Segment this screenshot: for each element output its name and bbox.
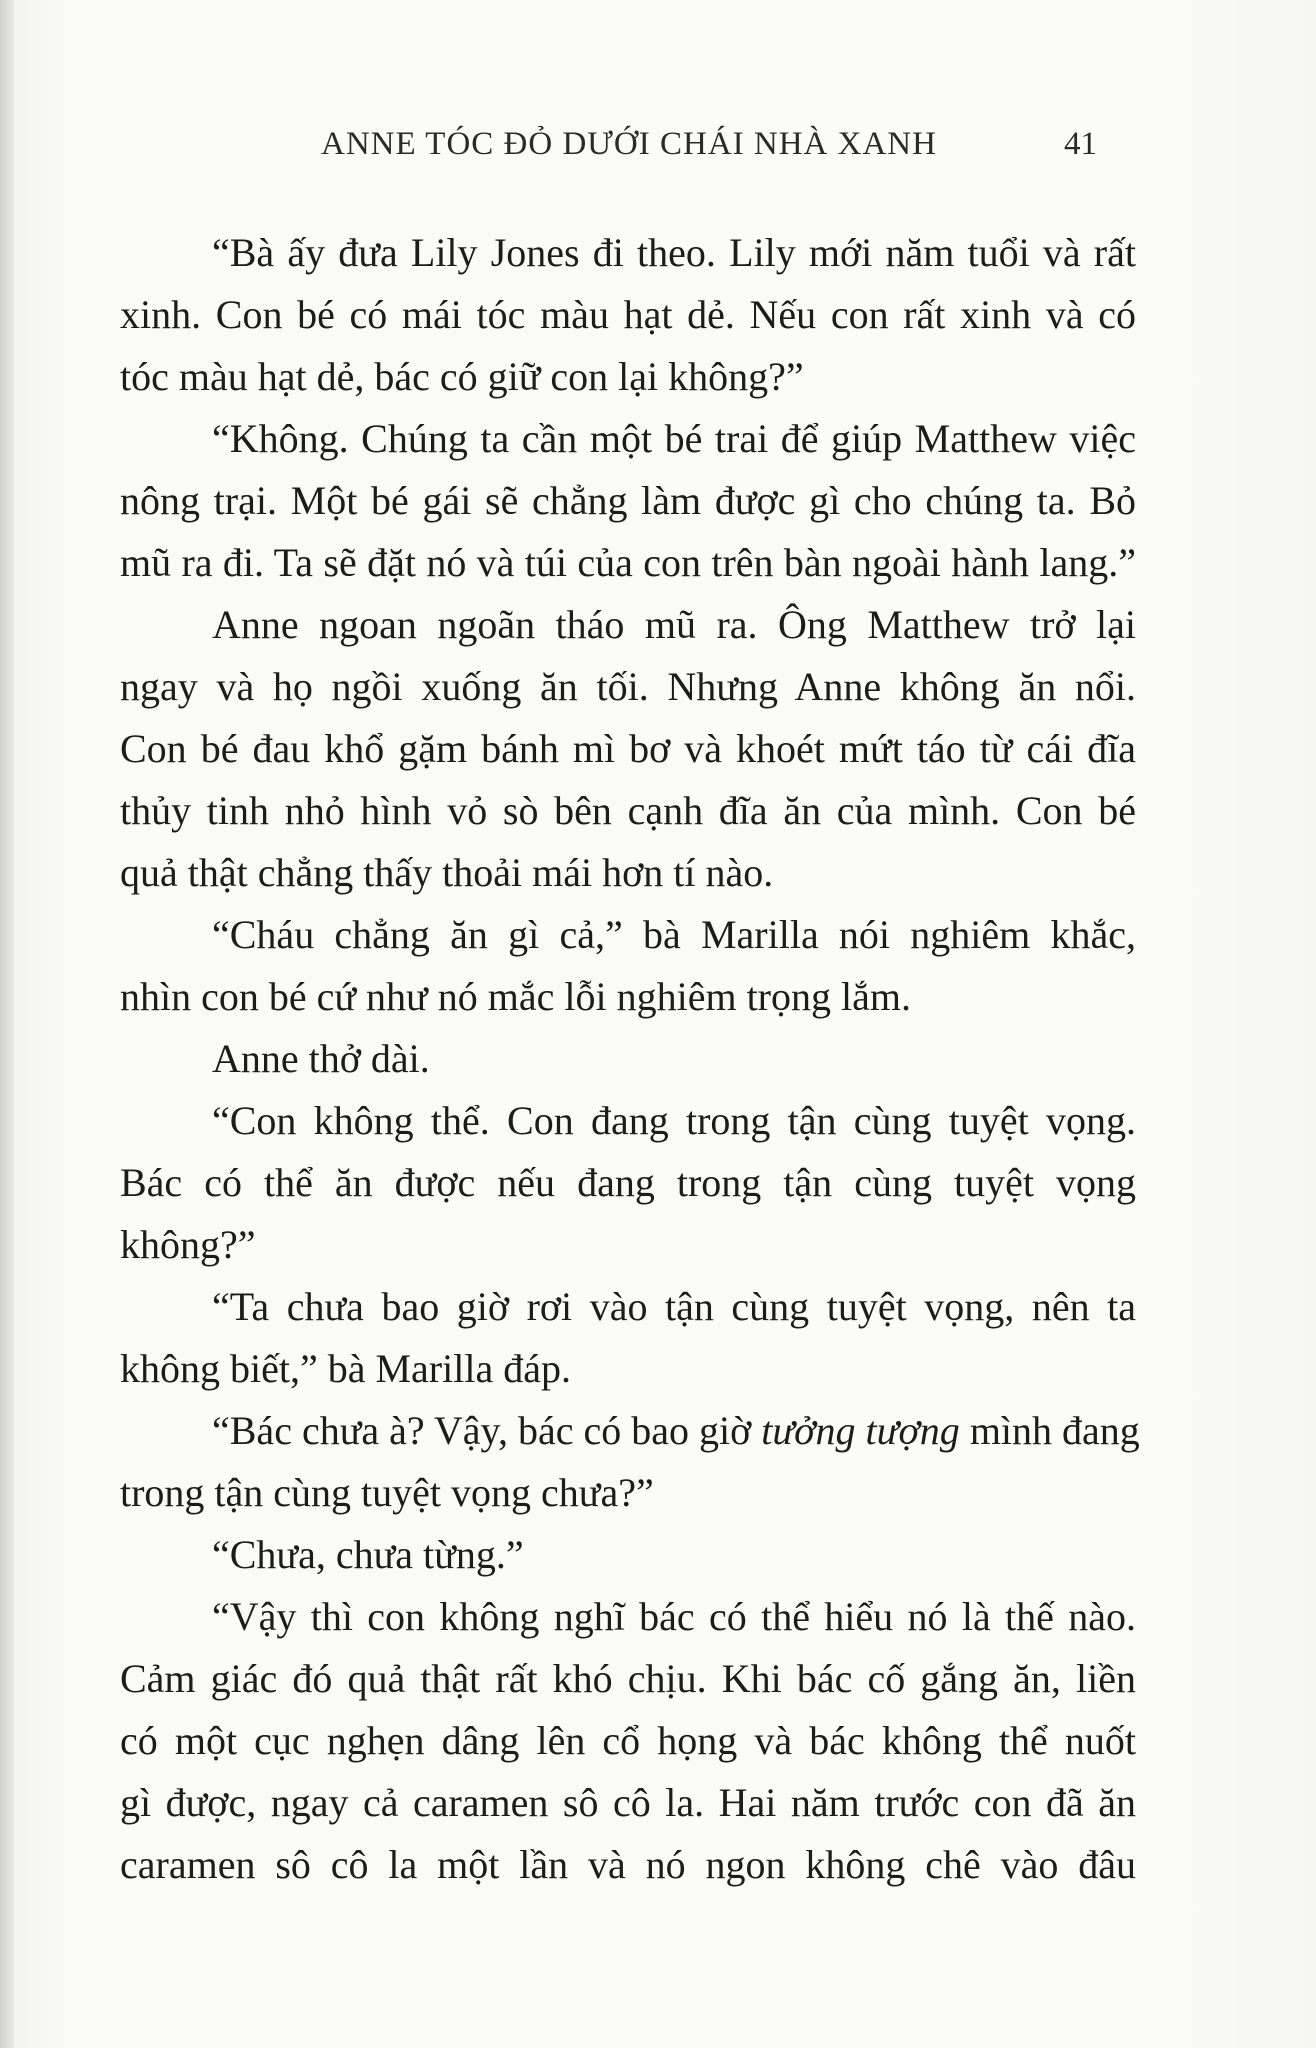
- text-line: “Con không thể. Con đang trong tận cùng tuyệt vọng.: [212, 1098, 1136, 1143]
- binding-edge: [0, 0, 14, 2048]
- page-header: [0, 120, 1316, 180]
- text-line: “Chưa, chưa từng.”: [212, 1532, 524, 1577]
- text-line: Cảm giác đó quả thật rất khó chịu. Khi bác cố gắng ăn, liền: [120, 1656, 1136, 1701]
- running-title: ANNE TÓC ĐỎ DƯỚI CHÁI NHÀ XANH: [321, 126, 937, 162]
- text-line: trong tận cùng tuyệt vọng chưa?”: [120, 1470, 654, 1515]
- emphasis-text: tưởng tượng: [761, 1408, 960, 1453]
- text-line: Con bé đau khổ gặm bánh mì bơ và khoét mứt táo từ cái đĩa: [120, 726, 1136, 771]
- text-line: ngay và họ ngồi xuống ăn tối. Nhưng Anne không ăn nổi.: [120, 664, 1136, 709]
- text-line: nông trại. Một bé gái sẽ chẳng làm được gì cho chúng ta. Bỏ: [120, 478, 1136, 523]
- text-line: “Không. Chúng ta cần một bé trai để giúp Matthew việc: [212, 416, 1136, 461]
- text-line: “Ta chưa bao giờ rơi vào tận cùng tuyệt vọng, nên ta: [212, 1284, 1136, 1329]
- text-line: Anne ngoan ngoãn tháo mũ ra. Ông Matthew trở lại: [212, 602, 1136, 647]
- text-line: Bác có thể ăn được nếu đang trong tận cùng tuyệt vọng: [120, 1160, 1136, 1205]
- text-line: gì được, ngay cả caramen sô cô la. Hai năm trước con đã ăn: [120, 1780, 1136, 1825]
- text-line: “Vậy thì con không nghĩ bác có thể hiểu nó là thế nào.: [212, 1594, 1136, 1639]
- text-line: không biết,” bà Marilla đáp.: [120, 1346, 571, 1391]
- text-line: [120, 1400, 1140, 1462]
- text-line: không?”: [120, 1222, 256, 1267]
- text-line: tóc màu hạt dẻ, bác có giữ con lại không?”: [120, 354, 804, 399]
- text-line: mũ ra đi. Ta sẽ đặt nó và túi của con trên bàn ngoài hành lang.”: [120, 540, 1136, 585]
- text-line: xinh. Con bé có mái tóc màu hạt dẻ. Nếu con rất xinh và có: [120, 292, 1136, 337]
- text-segment: mình đang: [959, 1408, 1140, 1453]
- text-line: “Cháu chẳng ăn gì cả,” bà Marilla nói nghiêm khắc,: [212, 912, 1136, 957]
- text-line: thủy tinh nhỏ hình vỏ sò bên cạnh đĩa ăn của mình. Con bé: [120, 788, 1136, 833]
- text-line: “Bà ấy đưa Lily Jones đi theo. Lily mới năm tuổi và rất: [212, 230, 1136, 275]
- page-number: 41: [1064, 126, 1097, 162]
- text-segment: “Bác chưa à? Vậy, bác có bao giờ: [212, 1408, 762, 1453]
- text-line: Anne thở dài.: [212, 1036, 430, 1081]
- text-line: quả thật chẳng thấy thoải mái hơn tí nào.: [120, 850, 774, 895]
- body-text: [120, 222, 1140, 1896]
- text-line: nhìn con bé cứ như nó mắc lỗi nghiêm trọng lắm.: [120, 974, 911, 1019]
- text-line: có một cục nghẹn dâng lên cổ họng và bác không thể nuốt: [120, 1718, 1136, 1763]
- text-line: caramen sô cô la một lần và nó ngon không chê vào đâu: [120, 1842, 1136, 1887]
